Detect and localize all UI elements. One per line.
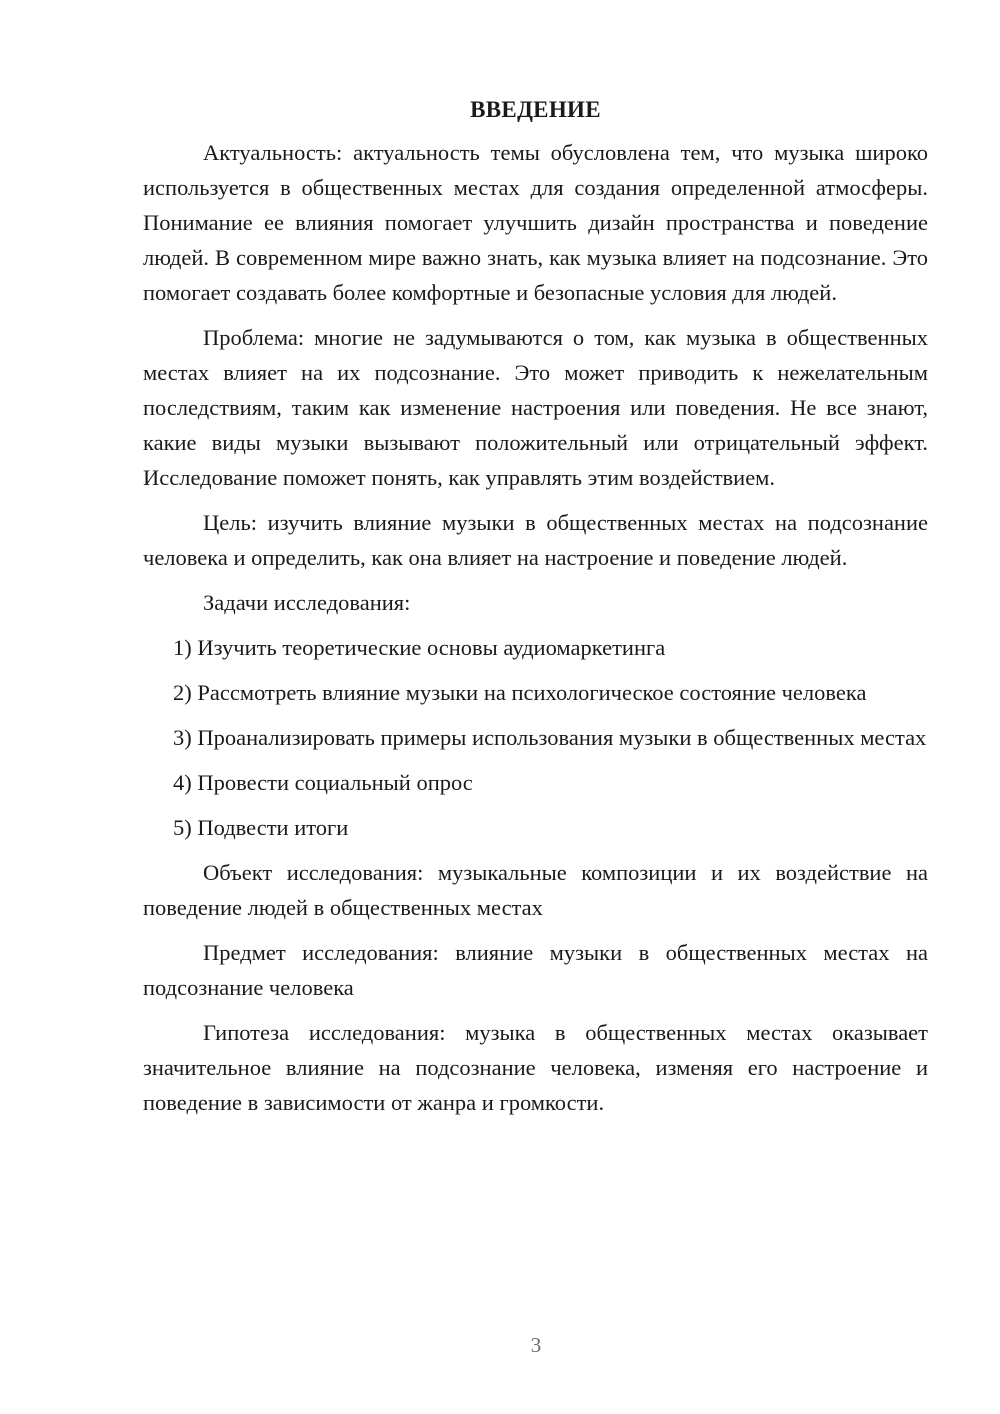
page-content (143, 95, 928, 1130)
section-heading: ВВЕДЕНИЕ (470, 97, 601, 122)
task-item-5: 5) Подвести итоги (173, 815, 349, 840)
paragraph-relevance: Актуальность: актуальность темы обусловлена тем, что музыка широко используется в общественных местах для создания определенной атмосферы. Понимание ее влияния помогает улучшить дизайн пространства и поведение людей. В современном мире важно знать, как музыка влияет на подсознание. Это помогает создавать более комфортные и безопасные условия для людей. (143, 140, 928, 305)
paragraph-goal: Цель: изучить влияние музыки в общественных местах на подсознание человека и определить, как она влияет на настроение и поведение людей. (143, 510, 928, 570)
task-item-3: 3) Проанализировать примеры использования музыки в общественных местах (173, 725, 927, 750)
paragraph-tasks-title: Задачи исследования: (203, 590, 411, 615)
task-item-4: 4) Провести социальный опрос (173, 770, 473, 795)
paragraph-hypothesis: Гипотеза исследования: музыка в общественных местах оказывает значительное влияние на подсознание человека, изменяя его настроение и поведение в зависимости от жанра и громкости. (143, 1020, 928, 1115)
paragraph-object: Объект исследования: музыкальные композиции и их воздействие на поведение людей в общественных местах (143, 860, 928, 920)
paragraph-problem: Проблема: многие не задумываются о том, как музыка в общественных местах влияет на их подсознание. Это может приводить к нежелательным последствиям, таким как изменение настроения или поведения. Не все знают, какие виды музыки вызывают положительный или отрицательный эффект. Исследование поможет понять, как управлять этим воздействием. (143, 325, 928, 490)
task-item-2: 2) Рассмотреть влияние музыки на психологическое состояние человека (173, 680, 867, 705)
page-number: 3 (530, 1333, 542, 1357)
task-item-1: 1) Изучить теоретические основы аудиомаркетинга (173, 635, 666, 660)
paragraph-subject: Предмет исследования: влияние музыки в общественных местах на подсознание человека (143, 940, 928, 1000)
